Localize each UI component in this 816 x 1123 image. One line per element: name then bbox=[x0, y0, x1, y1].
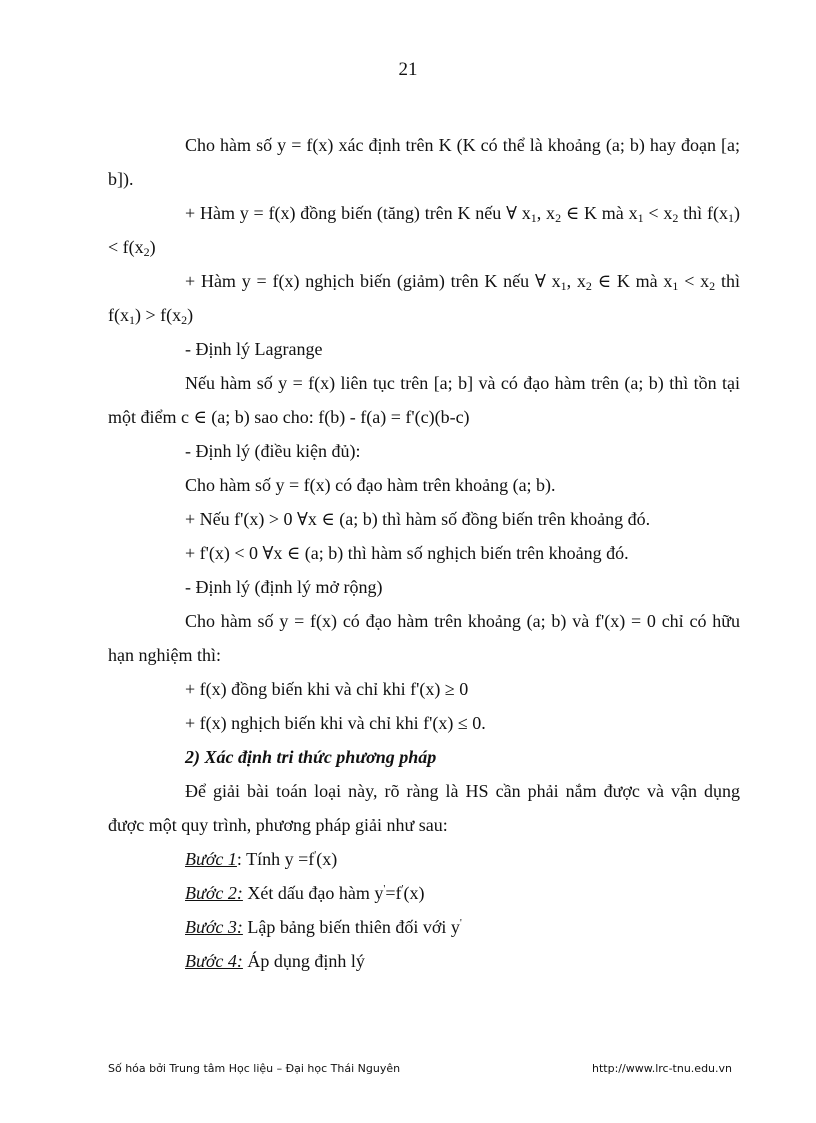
paragraph-increasing-definition: + Hàm y = f(x) đồng biến (tăng) trên K nếu ∀ $x_1$, $x_2$ ∈ K mà $x_1 < x_2$ thì $f(x_1) < f(x_2)$ bbox=[108, 203, 740, 259]
page-body bbox=[108, 128, 740, 978]
paragraph-sufficient-statement: Cho hàm số y = f(x) có đạo hàm trên khoảng (a; b). bbox=[185, 475, 556, 495]
paragraph-decreasing-definition: + Hàm y = f(x) nghịch biến (giảm) trên K nếu ∀ $x_1$, $x_2$ ∈ K mà $x_1 < x_2$ thì $f(x_1) > f(x_2)$ bbox=[108, 271, 740, 327]
paragraph-positive-derivative: + Nếu f'(x) > 0 ∀x ∈ (a; b) thì hàm số đồng biến trên khoảng đó. bbox=[185, 509, 651, 529]
step-3: Bước 3: Lập bảng biến thiên đối với y' bbox=[185, 917, 462, 937]
footer-credit: Số hóa bởi Trung tâm Học liệu – Đại học Thái Nguyên bbox=[108, 1062, 401, 1075]
paragraph-decreasing-iff: + f(x) nghịch biến khi và chỉ khi f'(x) ≤ 0. bbox=[185, 713, 486, 733]
paragraph-extended-statement: Cho hàm số y = f(x) có đạo hàm trên khoảng (a; b) và f'(x) = 0 chỉ có hữu hạn nghiệm thì: bbox=[108, 611, 740, 665]
paragraph-method-intro: Để giải bài toán loại này, rõ ràng là HS cần phải nắm được và vận dụng được một quy trình, phương pháp giải như sau: bbox=[108, 781, 740, 835]
page-number: 21 bbox=[398, 59, 418, 80]
paragraph-lagrange-theorem: Nếu hàm số y = f(x) liên tục trên [a; b] và có đạo hàm trên (a; b) thì tồn tại một điểm c ∈ (a; b) sao cho: f(b) - f(a) = f'(c)(b-c) bbox=[108, 373, 740, 427]
footer-url[interactable]: http://www.lrc-tnu.edu.vn bbox=[592, 1062, 732, 1075]
paragraph-negative-derivative: + f'(x) < 0 ∀x ∈ (a; b) thì hàm số nghịch biến trên khoảng đó. bbox=[185, 543, 629, 563]
paragraph-lagrange-title: - Định lý Lagrange bbox=[185, 339, 323, 359]
step-4: Bước 4: Áp dụng định lý bbox=[185, 951, 365, 971]
step-4-label: Bước 4: bbox=[185, 951, 243, 971]
step-1-label: Bước 1 bbox=[185, 849, 237, 869]
paragraph-extended-title: - Định lý (định lý mở rộng) bbox=[185, 577, 383, 597]
section-heading: 2) Xác định tri thức phương pháp bbox=[185, 747, 437, 767]
step-3-label: Bước 3: bbox=[185, 917, 243, 937]
paragraph-increasing-iff: + f(x) đồng biến khi và chỉ khi f'(x) ≥ 0 bbox=[185, 679, 469, 699]
paragraph-definition: Cho hàm số y = f(x) xác định trên K (K có thể là khoảng (a; b) hay đoạn [a; b]). bbox=[108, 135, 740, 189]
step-2-label: Bước 2: bbox=[185, 883, 243, 903]
step-2: Bước 2: Xét dấu đạo hàm y'=f'(x) bbox=[185, 883, 425, 903]
page-footer bbox=[108, 1062, 732, 1075]
paragraph-sufficient-title: - Định lý (điều kiện đủ): bbox=[185, 441, 361, 461]
step-1: Bước 1: Tính y =f'(x) bbox=[185, 849, 338, 869]
